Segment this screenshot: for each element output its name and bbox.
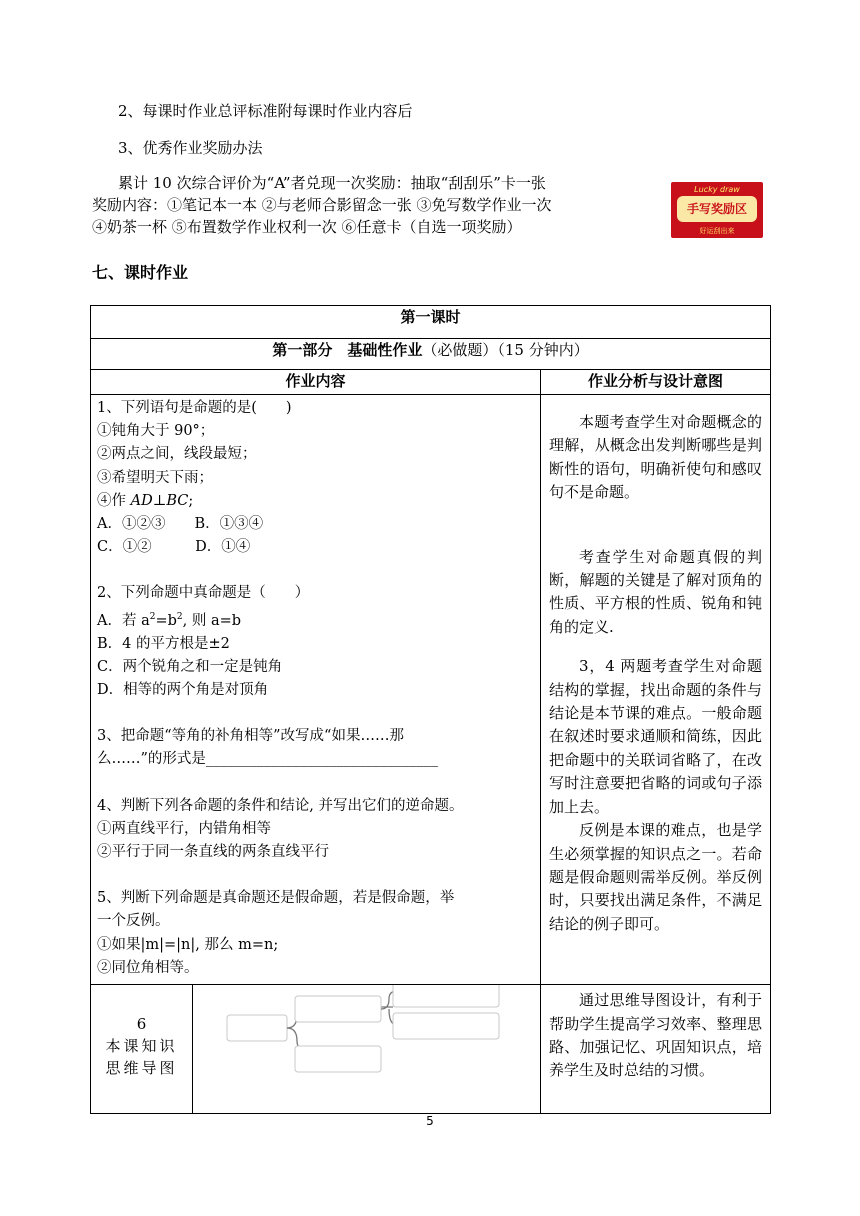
analysis-q3-q4: 3，4 两题考查学生对命题结构的掌握，找出命题的条件与结论是本节课的难点。一般命题在叙述时要求通顺和简练，因此把命题中的关联词省略了，在改写时注意要把省略的词或句子添加上去。 <box>549 657 763 816</box>
questions-cell <box>91 395 541 985</box>
badge-top-text: Lucky draw <box>694 185 740 194</box>
question-5-item-a: ①如果|m|=|n|, 那么 m=n; <box>97 936 279 953</box>
question-4: 4、判断下列各命题的条件和结论, 并写出它们的逆命题。 <box>97 797 464 814</box>
badge-main-text: 手写奖励区 <box>677 196 757 222</box>
question-1-item-a: ①钝角大于 90°； <box>97 423 215 440</box>
analysis-cell <box>541 395 771 985</box>
question-1-item-b: ②两点之间，线段最短； <box>97 446 257 463</box>
intro-line-reward-method: 3、优秀作业奖励办法 <box>118 139 263 157</box>
intro-line-accumulate: 累计 10 次综合评价为“A”者兑现一次奖励：抽取“刮刮乐”卡一张 <box>118 174 546 192</box>
question-4-item-b: ②平行于同一条直线的两条直线平行 <box>97 844 329 861</box>
question-5-line-1: 5、判断下列命题是真命题还是假命题，若是假命题，举 <box>97 890 455 907</box>
question-1: 1、下列语句是命题的是( ) <box>97 400 292 416</box>
homework-table <box>90 305 771 1114</box>
lucky-draw-badge <box>671 182 763 238</box>
mind-map-root-box <box>227 1015 287 1041</box>
col-header-analysis: 作业分析与设计意图 <box>541 370 771 395</box>
part-title-note: （必做题）（15 分钟内） <box>422 341 589 359</box>
page-number: 5 <box>426 1114 434 1128</box>
mind-map-number: 6 <box>136 1015 147 1034</box>
question-5-item-b: ②同位角相等。 <box>97 959 199 976</box>
mind-map-label-cell <box>91 985 193 1114</box>
analysis-q2: 考查学生对命题真假的判断，解题的关键是了解对顶角的性质、平方根的性质、锐角和钝角的定义. <box>549 547 763 636</box>
mind-map-node-1 <box>295 996 381 1022</box>
mind-map-label-2: 思维导图 <box>105 1059 178 1078</box>
intro-line-rewards-2: ④奶茶一杯 ⑤布置数学作业权利一次 ⑥任意卡（自选一项奖励） <box>92 218 522 236</box>
part-title <box>91 339 771 370</box>
intro-line-standards: 2、每课时作业总评标准附每课时作业内容后 <box>118 102 413 120</box>
section-heading: 七、课时作业 <box>92 263 189 282</box>
analysis-q1: 本题考查学生对命题概念的理解，从概念出发判断哪些是判断性的语句，明确祈使句和感叹句不是命题。 <box>549 413 763 502</box>
badge-bottom-text: 好运刮出来 <box>699 227 735 235</box>
question-2-option-b: B．4 的平方根是±2 <box>97 635 230 652</box>
mind-map-cell <box>193 985 541 1114</box>
analysis-q5: 反例是本课的难点，也是学生必须掌握的知识点之一。若命题是假命题则需举反例。举反例时，只要找出满足条件，不满足结论的例子即可。 <box>549 821 763 933</box>
question-1-options-ab: A．①②③ B．①③④ <box>97 516 264 533</box>
question-2: 2、下列命题中真命题是（ ） <box>97 585 310 602</box>
col-header-content: 作业内容 <box>91 370 541 395</box>
mind-map-node-2 <box>295 1046 381 1072</box>
question-2-option-c: C．两个锐角之和一定是钝角 <box>97 658 283 675</box>
part-title-bold: 第一部分 基础性作业 <box>272 341 423 359</box>
question-2-option-a: A．若 $a^2=b^2$, 则 a=b <box>97 611 242 629</box>
mind-map-node-3 <box>393 985 499 1007</box>
intro-line-rewards-1: 奖励内容：①笔记本一本 ②与老师合影留念一张 ③免写数学作业一次 <box>92 196 552 214</box>
lesson-title: 第一课时 <box>91 306 771 339</box>
question-1-item-c: ③希望明天下雨； <box>97 469 213 486</box>
mind-map-diagram <box>193 985 539 1109</box>
mind-map-analysis-cell <box>541 985 771 1114</box>
question-4-item-a: ①两直线平行，内错角相等 <box>97 820 271 837</box>
question-1-options-cd: C．①② D．①④ <box>97 539 251 556</box>
question-2-option-d: D．相等的两个角是对顶角 <box>97 682 269 699</box>
question-1-item-d: ④作 AD⊥BC; <box>97 492 194 509</box>
question-5-line-2: 一个反例。 <box>97 913 170 930</box>
question-3-line-1: 3、把命题“等角的补角相等”改写成“如果……那 <box>97 728 404 745</box>
mind-map-label-1: 本课知识 <box>105 1037 178 1056</box>
mind-map-node-4 <box>393 1013 499 1039</box>
mind-map-analysis: 通过思维导图设计，有利于帮助学生提高学习效率、整理思路、加强记忆、巩固知识点，培养学生及时总结的习惯。 <box>549 991 763 1080</box>
question-3-line-2: 么……”的形式是________________________________ <box>97 751 438 768</box>
